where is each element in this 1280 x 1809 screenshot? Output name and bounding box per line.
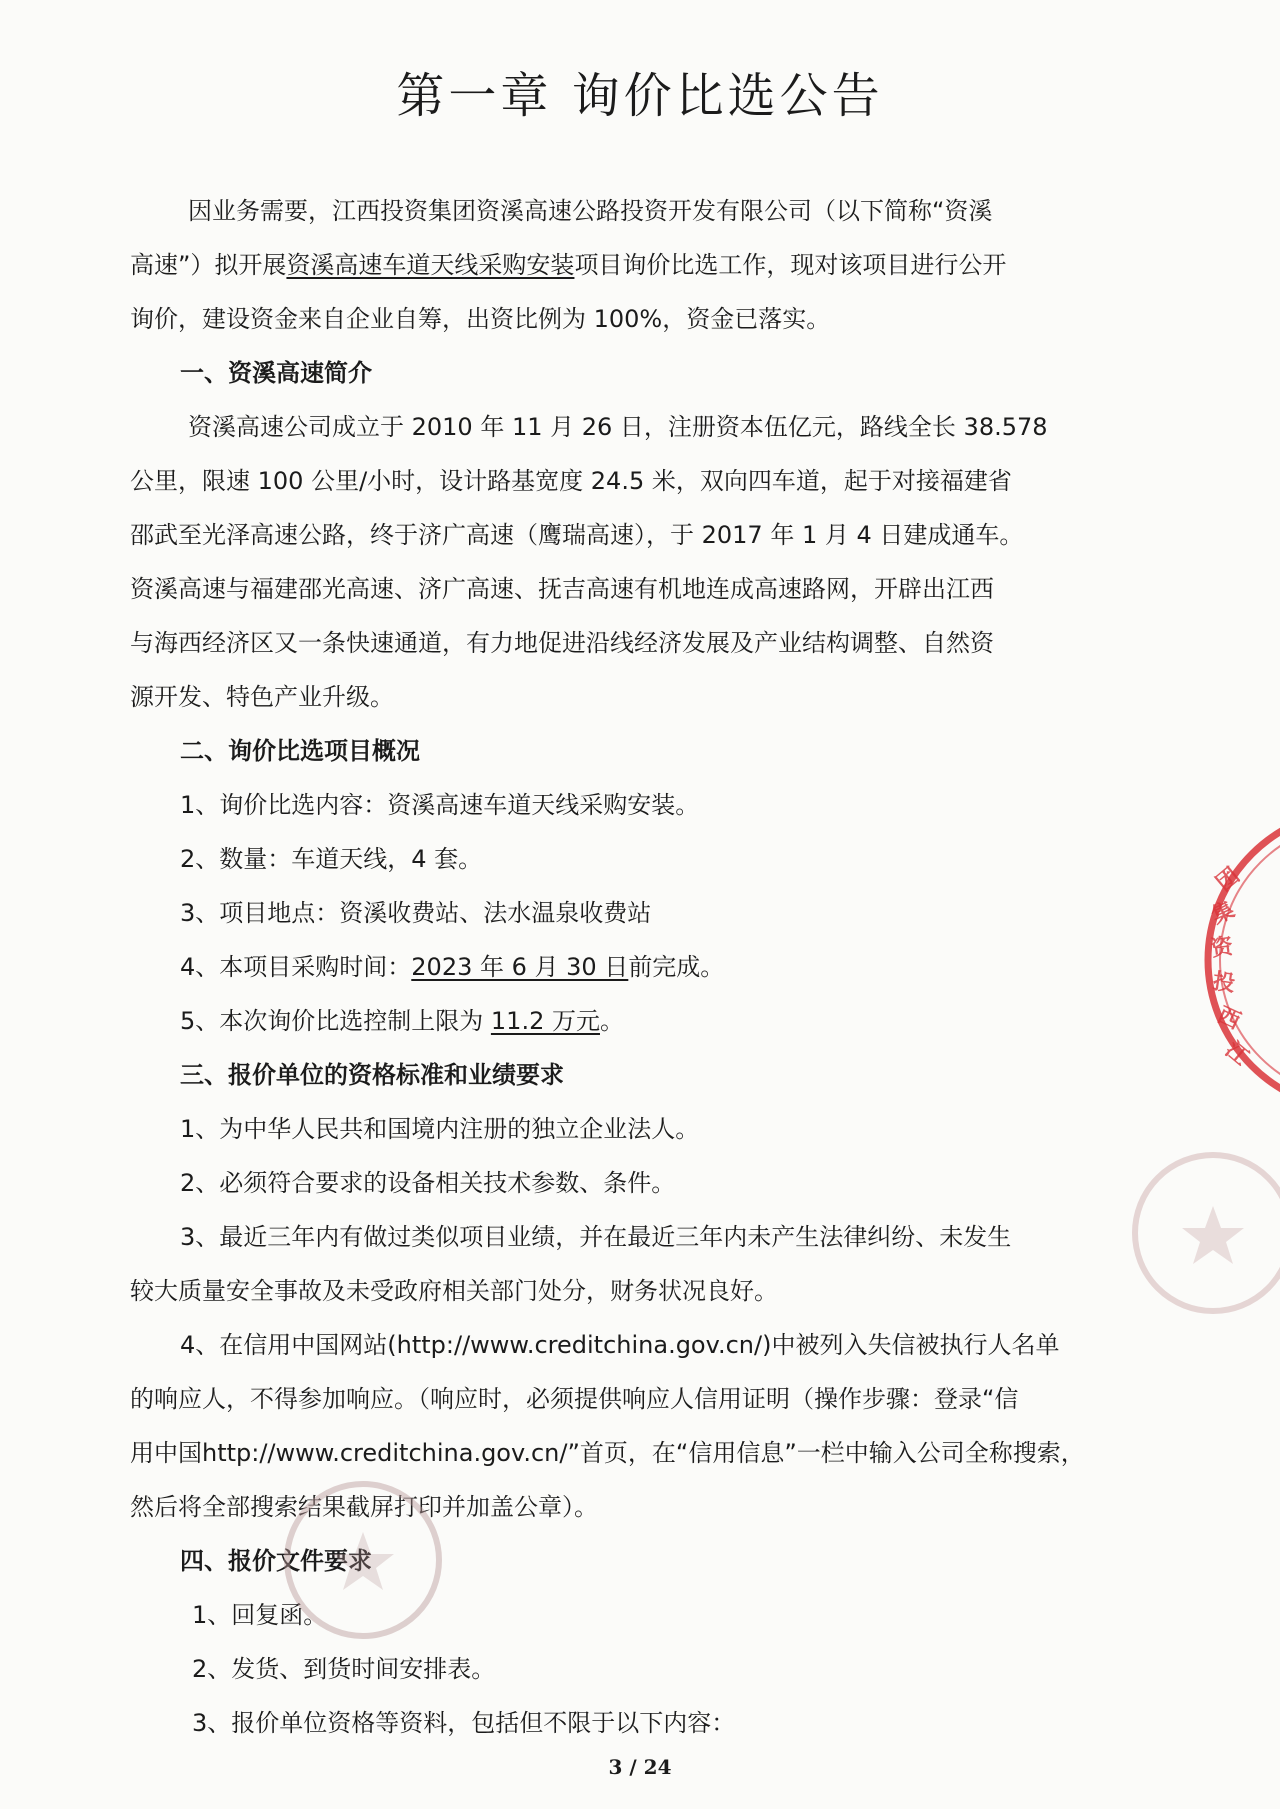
section-heading-1: 一、资溪高速简介 [180, 359, 372, 387]
svg-text:江: 江 [1220, 1037, 1254, 1071]
section-heading-2: 二、询价比选项目概况 [180, 737, 420, 765]
intro-text: 高速”）拟开展 [130, 251, 287, 279]
s2-item-5 [180, 994, 1190, 1048]
intro-line-2 [130, 238, 1140, 292]
intro-line-1: 因业务需要，江西投资集团资溪高速公路投资开发有限公司（以下简称“资溪 [188, 197, 993, 225]
s3-item-4-line-3: 用中国http://www.creditchina.gov.cn/”首页，在“信用信息”一栏中输入公司全称搜索， [130, 1439, 1085, 1467]
s1-line-4: 资溪高速与福建邵光高速、济广高速、抚吉高速有机地连成高速路网，开辟出江西 [130, 575, 994, 603]
svg-text:投: 投 [1211, 969, 1237, 998]
s2-item-4 [180, 940, 1190, 994]
s4-item-1: 1、回复函。 [192, 1601, 328, 1629]
s4-item-3: 3、报价单位资格等资料，包括但不限于以下内容： [192, 1709, 736, 1737]
intro-text: 项目询价比选工作，现对该项目进行公开 [574, 251, 1007, 279]
s2-item-3: 3、项目地点：资溪收费站、法水温泉收费站 [180, 899, 652, 927]
item-text: 。 [599, 1007, 624, 1035]
s1-line-3: 邵武至光泽高速公路，终于济广高速（鹰瑞高速），于 2017 年 1 月 4 日建成通车。 [130, 521, 1024, 549]
price-cap: 11.2 万元 [490, 1007, 600, 1035]
s3-item-3-line-1: 3、最近三年内有做过类似项目业绩，并在最近三年内未产生法律纠纷、未发生 [180, 1223, 1012, 1251]
section-heading-4: 四、报价文件要求 [180, 1547, 372, 1575]
intro-line-3: 询价，建设资金来自企业自筹，出资比例为 100%，资金已落实。 [130, 305, 831, 333]
s1-line-5: 与海西经济区又一条快速通道，有力地促进沿线经济发展及产业结构调整、自然资 [130, 629, 994, 657]
page-number: 3 / 24 [608, 1755, 672, 1779]
section-heading-3: 三、报价单位的资格标准和业绩要求 [180, 1061, 564, 1089]
s3-item-2: 2、必须符合要求的设备相关技术参数、条件。 [180, 1169, 676, 1197]
svg-text:西: 西 [1213, 1002, 1244, 1035]
svg-text:资: 资 [1209, 934, 1235, 962]
s3-item-4-line-4: 然后将全部搜索结果截屏打印并加盖公章）。 [130, 1493, 598, 1521]
s3-item-3-line-2: 较大质量安全事故及未受政府相关部门处分，财务状况良好。 [130, 1277, 778, 1305]
item-text: 4、本项目采购时间： [180, 953, 412, 981]
s1-line-1: 资溪高速公司成立于 2010 年 11 月 26 日，注册资本伍亿元，路线全长 38.578 [188, 413, 1048, 441]
item-text: 前完成。 [628, 953, 725, 981]
chapter-title: 第一章 询价比选公告 [396, 68, 884, 124]
s2-item-2: 2、数量：车道天线，4 套。 [180, 845, 483, 873]
company-seal-icon [1188, 820, 1280, 1100]
s3-item-4-line-2: 的响应人，不得参加响应。（响应时，必须提供响应人信用证明（操作步骤：登录“信 [130, 1385, 1019, 1413]
s2-item-1: 1、询价比选内容：资溪高速车道天线采购安装。 [180, 791, 700, 819]
s3-item-4-line-1: 4、在信用中国网站(http://www.creditchina.gov.cn/)中被列入失信被执行人名单 [180, 1331, 1060, 1359]
s1-line-6: 源开发、特色产业升级。 [130, 683, 394, 711]
s1-line-2: 公里，限速 100 公里/小时，设计路基宽度 24.5 米，双向四车道，起于对接福建省 [130, 467, 1012, 495]
item-text: 5、本次询价比选控制上限为 [180, 1007, 491, 1035]
svg-text:集: 集 [1207, 897, 1239, 930]
svg-text:团: 团 [1211, 863, 1245, 897]
s3-item-1: 1、为中华人民共和国境内注册的独立企业法人。 [180, 1115, 700, 1143]
deadline-date: 2023 年 6 月 30 日 [411, 953, 629, 981]
s4-item-2: 2、发货、到货时间安排表。 [192, 1655, 496, 1683]
project-name: 资溪高速车道天线采购安装 [286, 251, 575, 279]
